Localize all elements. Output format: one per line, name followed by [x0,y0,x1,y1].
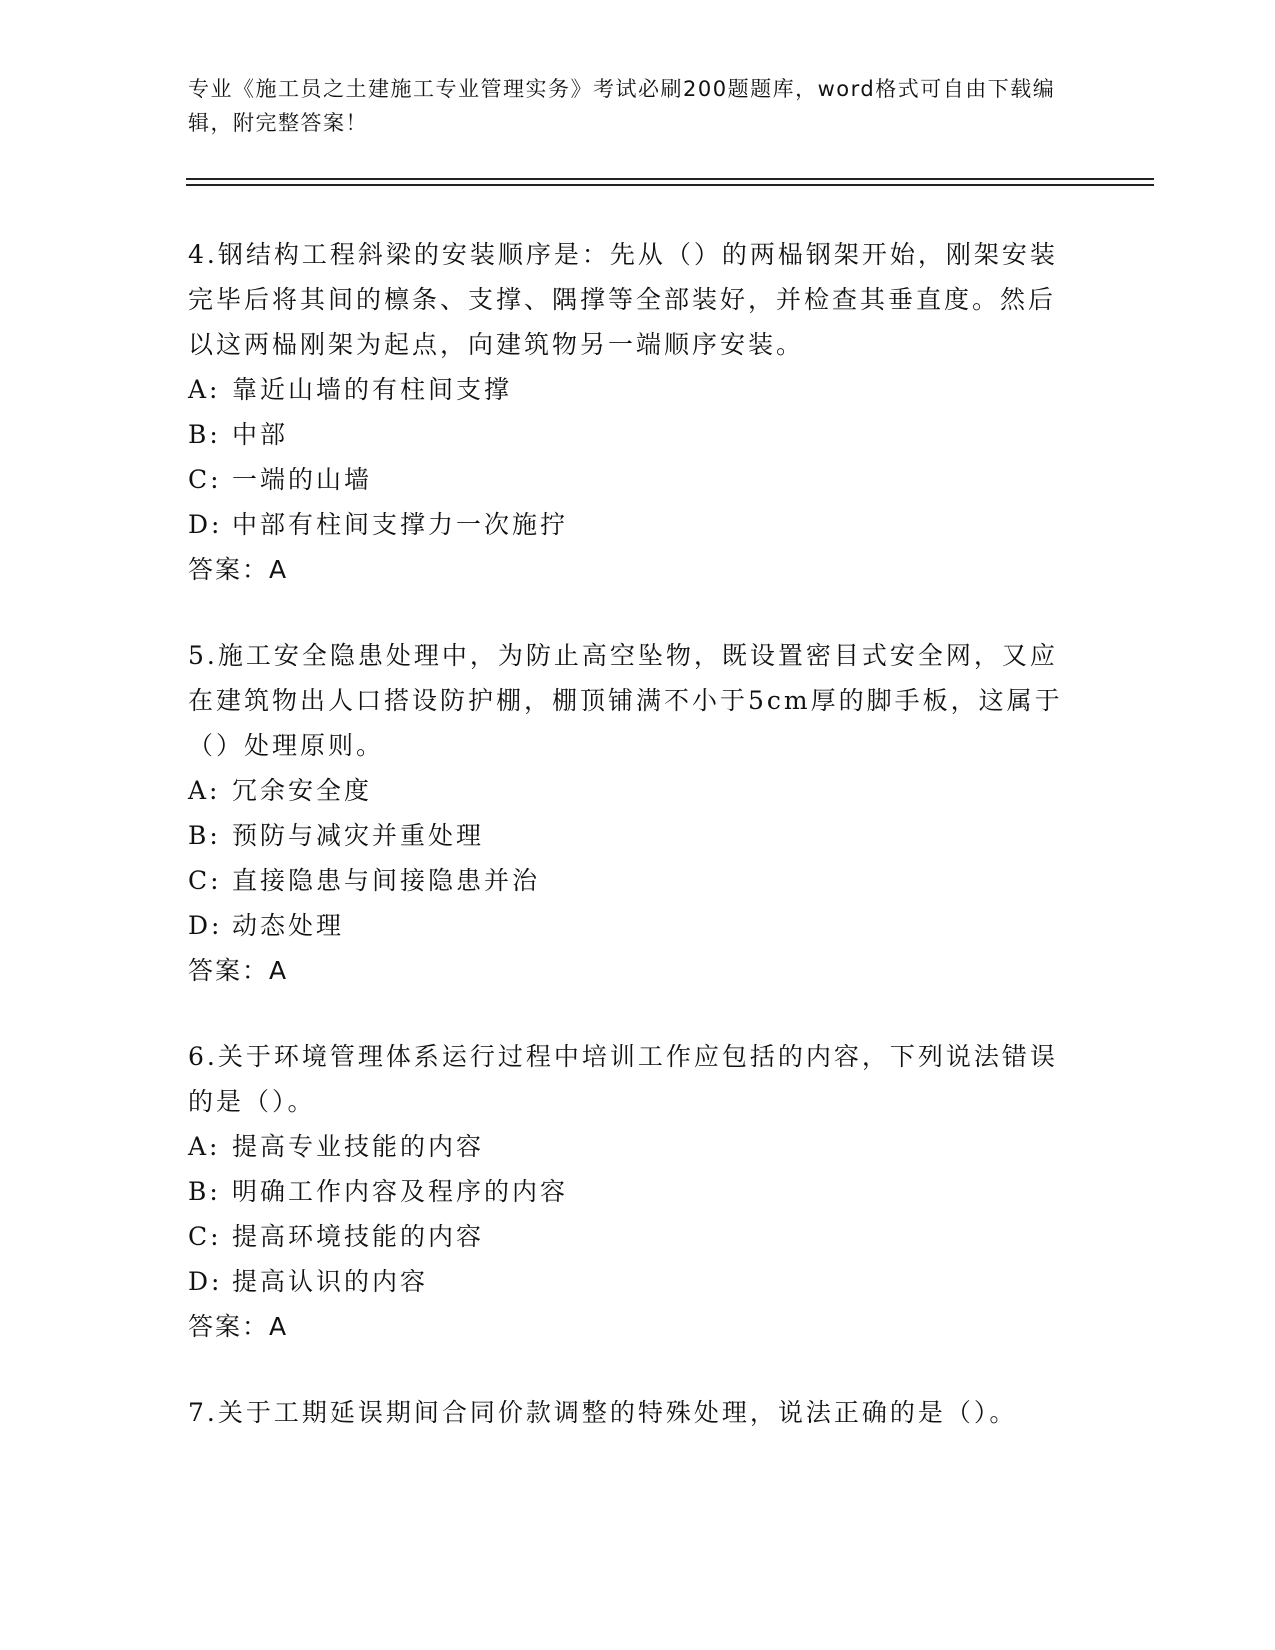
option-a [188,1124,1068,1169]
option-letter: C: [188,465,222,494]
option-letter: D: [188,510,223,539]
header-rule-top [186,178,1154,180]
option-text: 提高认识的内容 [232,1267,429,1296]
option-text: 直接隐患与间接隐患并治 [232,866,541,895]
option-text: 提高专业技能的内容 [232,1132,485,1161]
answer-line: 答案：A [188,956,289,985]
document-header: 专业《施工员之土建施工专业管理实务》考试必刷200题题库，word格式可自由下载编辑，附完整答案！ [188,77,1056,135]
option-d [188,903,1068,948]
option-letter: B: [188,821,221,850]
question-7 [188,1390,1068,1435]
question-text: 5.施工安全隐患处理中，为防止高空坠物，既设置密目式安全网，又应在建筑物出人口搭设防护棚，棚顶铺满不小于5cm厚的脚手板，这属于（）处理原则。 [188,641,1063,760]
option-text: 冗余安全度 [232,776,373,805]
option-letter: A: [188,776,221,805]
answer-line: 答案：A [188,555,289,584]
option-text: 中部有柱间支撑力一次施拧 [232,510,569,539]
option-b [188,412,1068,457]
option-text: 一端的山墙 [232,465,373,494]
question-5 [188,633,1068,993]
option-letter: C: [188,1222,222,1251]
option-letter: A: [188,1132,221,1161]
option-a [188,768,1068,813]
option-letter: A: [188,375,221,404]
option-b [188,813,1068,858]
option-letter: D: [188,1267,223,1296]
option-letter: C: [188,866,222,895]
option-d [188,502,1068,547]
answer-line: 答案：A [188,1312,289,1341]
option-text: 中部 [232,420,289,449]
option-b [188,1169,1068,1214]
option-d [188,1259,1068,1304]
option-a [188,367,1068,412]
option-text: 预防与减灾并重处理 [232,821,485,850]
question-text: 6.关于环境管理体系运行过程中培训工作应包括的内容，下列说法错误的是（）。 [188,1042,1058,1116]
option-text: 提高环境技能的内容 [232,1222,485,1251]
option-letter: B: [188,420,221,449]
question-6 [188,1034,1068,1349]
question-list [188,232,1068,1476]
option-text: 靠近山墙的有柱间支撑 [232,375,513,404]
header-rule-bottom [186,184,1154,186]
option-c [188,858,1068,903]
option-c [188,1214,1068,1259]
question-text: 7.关于工期延误期间合同价款调整的特殊处理，说法正确的是（）。 [188,1398,1018,1427]
option-text: 明确工作内容及程序的内容 [232,1177,569,1206]
question-4 [188,232,1068,592]
option-letter: B: [188,1177,221,1206]
option-text: 动态处理 [232,911,345,940]
option-c [188,457,1068,502]
option-letter: D: [188,911,223,940]
question-text: 4.钢结构工程斜梁的安装顺序是：先从（）的两榀钢架开始，刚架安装完毕后将其间的檩条、支撑、隅撑等全部装好，并检查其垂直度。然后以这两榀刚架为起点，向建筑物另一端顺序安装。 [188,240,1058,359]
